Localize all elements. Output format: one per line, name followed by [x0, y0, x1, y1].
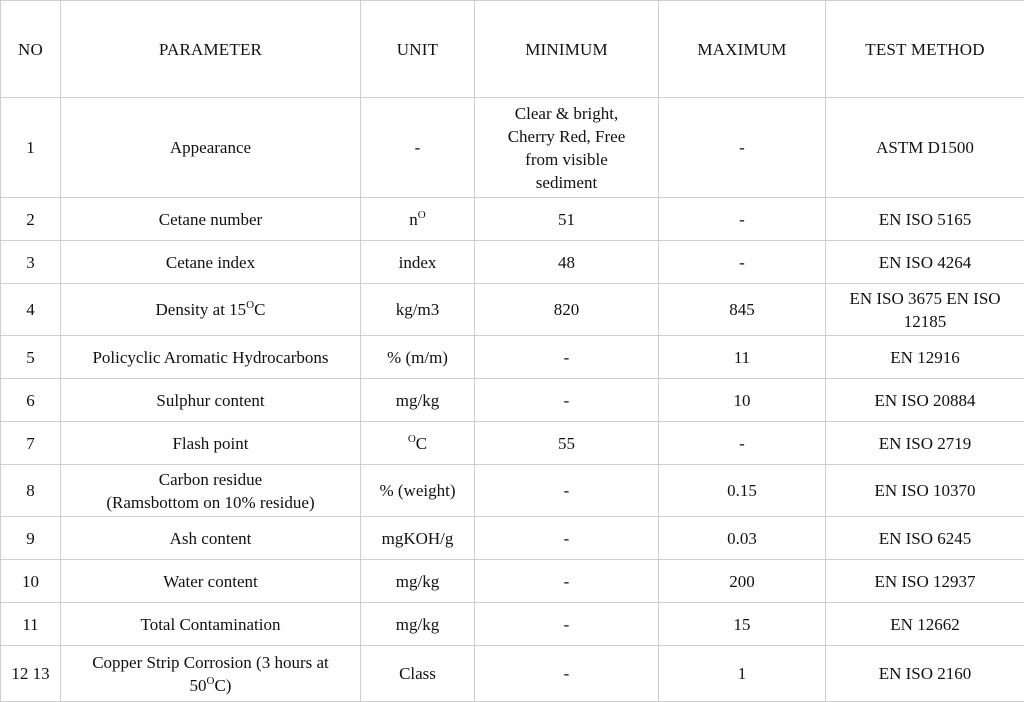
table-row [1, 284, 1024, 336]
table-row [1, 603, 1024, 646]
cell-test-method: EN 12662 [826, 603, 1024, 646]
cell-unit [361, 198, 475, 241]
cell-test-method: EN ISO 6245 [826, 517, 1024, 560]
minimum-line: sediment [481, 171, 652, 194]
cell-test-method: ASTM D1500 [826, 98, 1024, 198]
cell-unit: kg/m3 [361, 284, 475, 336]
table-row [1, 465, 1024, 517]
cell-test-method: EN ISO 20884 [826, 379, 1024, 422]
parameter-tail: C) [214, 676, 231, 695]
cell-unit: mgKOH/g [361, 517, 475, 560]
unit-tail: C [416, 434, 427, 453]
cell-unit: mg/kg [361, 560, 475, 603]
cell-maximum: 10 [659, 379, 826, 422]
cell-unit: Class [361, 646, 475, 702]
cell-parameter [61, 646, 361, 702]
cell-minimum: 820 [475, 284, 659, 336]
cell-unit: % (weight) [361, 465, 475, 517]
cell-parameter: Water content [61, 560, 361, 603]
cell-no: 1 [1, 98, 61, 198]
cell-minimum: 55 [475, 422, 659, 465]
cell-parameter [61, 465, 361, 517]
header-no: NO [1, 1, 61, 98]
cell-no: 4 [1, 284, 61, 336]
cell-maximum: 11 [659, 336, 826, 379]
cell-test-method: EN ISO 2160 [826, 646, 1024, 702]
header-maximum: MAXIMUM [659, 1, 826, 98]
cell-parameter: Cetane index [61, 241, 361, 284]
unit-base: n [409, 210, 418, 229]
cell-test-method: EN ISO 10370 [826, 465, 1024, 517]
cell-unit: - [361, 98, 475, 198]
cell-test-method: EN ISO 5165 [826, 198, 1024, 241]
cell-test-method: EN ISO 12937 [826, 560, 1024, 603]
table-row [1, 198, 1024, 241]
cell-maximum: 0.15 [659, 465, 826, 517]
cell-unit: mg/kg [361, 379, 475, 422]
cell-minimum: 48 [475, 241, 659, 284]
cell-no: 6 [1, 379, 61, 422]
table-row [1, 560, 1024, 603]
cell-maximum: - [659, 422, 826, 465]
cell-minimum: - [475, 646, 659, 702]
cell-maximum: 200 [659, 560, 826, 603]
cell-maximum: 845 [659, 284, 826, 336]
cell-minimum: - [475, 465, 659, 517]
header-unit: UNIT [361, 1, 475, 98]
cell-no: 10 [1, 560, 61, 603]
cell-no: 3 [1, 241, 61, 284]
cell-parameter: Cetane number [61, 198, 361, 241]
cell-maximum: - [659, 198, 826, 241]
cell-test-method: EN ISO 2719 [826, 422, 1024, 465]
cell-unit: % (m/m) [361, 336, 475, 379]
cell-parameter: Sulphur content [61, 379, 361, 422]
parameter-line [67, 674, 354, 697]
cell-no: 9 [1, 517, 61, 560]
parameter-base: Density at 15 [156, 300, 247, 319]
parameter-line: Carbon residue [67, 468, 354, 491]
header-minimum: MINIMUM [475, 1, 659, 98]
parameter-base: 50 [190, 676, 207, 695]
cell-maximum: - [659, 241, 826, 284]
test-method-line: EN ISO 3675 EN ISO [832, 287, 1018, 310]
cell-test-method: EN ISO 4264 [826, 241, 1024, 284]
parameter-line: (Ramsbottom on 10% residue) [67, 491, 354, 514]
table-row [1, 422, 1024, 465]
cell-minimum: - [475, 336, 659, 379]
cell-unit: index [361, 241, 475, 284]
cell-no: 11 [1, 603, 61, 646]
header-parameter: PARAMETER [61, 1, 361, 98]
cell-minimum: - [475, 517, 659, 560]
cell-no: 12 13 [1, 646, 61, 702]
header-row [1, 1, 1024, 98]
parameter-superscript: O [207, 675, 215, 687]
cell-test-method: EN 12916 [826, 336, 1024, 379]
cell-minimum: - [475, 379, 659, 422]
cell-minimum: 51 [475, 198, 659, 241]
cell-parameter: Flash point [61, 422, 361, 465]
table-row [1, 379, 1024, 422]
cell-parameter [61, 284, 361, 336]
parameter-tail: C [254, 300, 265, 319]
parameter-line: Copper Strip Corrosion (3 hours at [67, 651, 354, 674]
cell-no: 8 [1, 465, 61, 517]
cell-test-method [826, 284, 1024, 336]
table-row [1, 241, 1024, 284]
cell-no: 2 [1, 198, 61, 241]
parameter-superscript: O [246, 299, 254, 311]
test-method-line: 12185 [832, 310, 1018, 333]
cell-maximum: - [659, 98, 826, 198]
cell-unit [361, 422, 475, 465]
cell-maximum: 0.03 [659, 517, 826, 560]
unit-superscript: O [418, 209, 426, 221]
cell-parameter: Total Contamination [61, 603, 361, 646]
table-row [1, 98, 1024, 198]
cell-maximum: 15 [659, 603, 826, 646]
minimum-line: Clear & bright, [481, 102, 652, 125]
cell-no: 5 [1, 336, 61, 379]
cell-parameter: Policyclic Aromatic Hydrocarbons [61, 336, 361, 379]
cell-minimum: - [475, 560, 659, 603]
table-row [1, 517, 1024, 560]
cell-parameter: Appearance [61, 98, 361, 198]
table-row [1, 336, 1024, 379]
table-row [1, 646, 1024, 702]
cell-maximum: 1 [659, 646, 826, 702]
cell-parameter: Ash content [61, 517, 361, 560]
cell-minimum: - [475, 603, 659, 646]
minimum-line: Cherry Red, Free [481, 125, 652, 148]
cell-minimum [475, 98, 659, 198]
cell-unit: mg/kg [361, 603, 475, 646]
header-test-method: TEST METHOD [826, 1, 1024, 98]
cell-no: 7 [1, 422, 61, 465]
unit-superscript: O [408, 433, 416, 445]
minimum-line: from visible [481, 148, 652, 171]
